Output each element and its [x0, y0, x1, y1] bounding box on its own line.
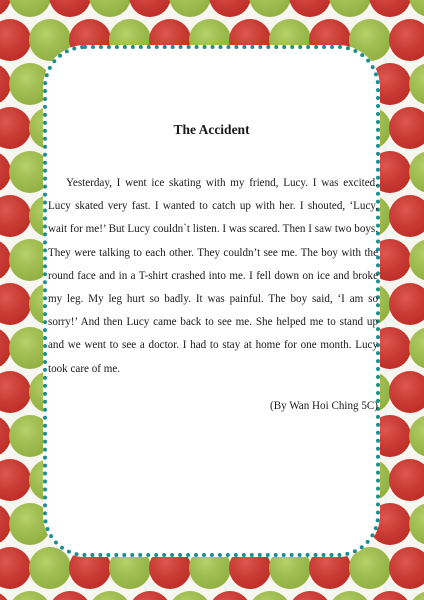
polka-dot-shade	[409, 151, 424, 193]
polka-dot-shade	[409, 239, 424, 281]
polka-dot-shade	[129, 591, 171, 600]
polka-dot-shade	[29, 547, 71, 589]
polka-dot-shade	[129, 0, 171, 17]
polka-dot-shade	[0, 371, 31, 413]
polka-dot-shade	[329, 0, 371, 17]
polka-dot-shade	[0, 107, 31, 149]
polka-dot-shade	[0, 0, 11, 17]
polka-dot-shade	[289, 591, 331, 600]
polka-dot-shade	[409, 63, 424, 105]
polka-dot-shade	[89, 0, 131, 17]
polka-dot-shade	[389, 19, 424, 61]
polka-dot-shade	[329, 591, 371, 600]
author-byline: (By Wan Hoi Ching 5C)	[270, 400, 378, 412]
polka-dot-shade	[289, 0, 331, 17]
polka-dot-shade	[409, 415, 424, 457]
polka-dot-shade	[49, 591, 91, 600]
story-title: The Accident	[173, 122, 250, 137]
polka-dot-shade	[389, 371, 424, 413]
story-body: Yesterday, I went ice skating with my friend, Lucy. I was excited. Lucy skated very fast. I wanted to catch up with her. I shouted, ‘Lucy, wait for me!’ But Lucy couldn`t listen. I was scared. Then I saw two boys. They were talking to each other. They couldn’t see me. The boy with the round face and in a T-shirt crashed into me. I fell down on ice and broke my leg. My leg hurt so badly. It was painful. The boy said, ‘I am so sorry!’ And then Lucy came back to see me. She helped me to stand up and we went to see a doctor. I had to stay at home for one month. Lucy took care of me.	[48, 177, 378, 375]
polka-dot-shade	[169, 591, 211, 600]
polka-dot-shade	[389, 459, 424, 501]
polka-dot-shade	[0, 195, 31, 237]
polka-dot-shade	[389, 547, 424, 589]
polka-dot-shade	[0, 591, 11, 600]
polka-dot-shade	[249, 0, 291, 17]
polka-dot-shade	[409, 503, 424, 545]
polka-dot-shade	[369, 591, 411, 600]
polka-dot-shade	[349, 547, 391, 589]
polka-dot-shade	[9, 0, 51, 17]
polka-dot-shade	[249, 591, 291, 600]
polka-dot-shade	[49, 0, 91, 17]
polka-dot-shade	[9, 591, 51, 600]
polka-dot-shade	[369, 0, 411, 17]
polka-dot-shade	[0, 459, 31, 501]
polka-dot-shade	[0, 19, 31, 61]
polka-dot-shade	[169, 0, 211, 17]
polka-dot-shade	[0, 547, 31, 589]
polka-dot-shade	[409, 0, 424, 17]
polka-dot-shade	[389, 195, 424, 237]
polka-dot-shade	[409, 591, 424, 600]
polka-dot-shade	[0, 283, 31, 325]
polka-dot-shade	[209, 0, 251, 17]
polka-dot-shade	[89, 591, 131, 600]
polka-dot-shade	[209, 591, 251, 600]
polka-dot-shade	[389, 283, 424, 325]
polka-dot-shade	[389, 107, 424, 149]
polka-dot-shade	[409, 327, 424, 369]
